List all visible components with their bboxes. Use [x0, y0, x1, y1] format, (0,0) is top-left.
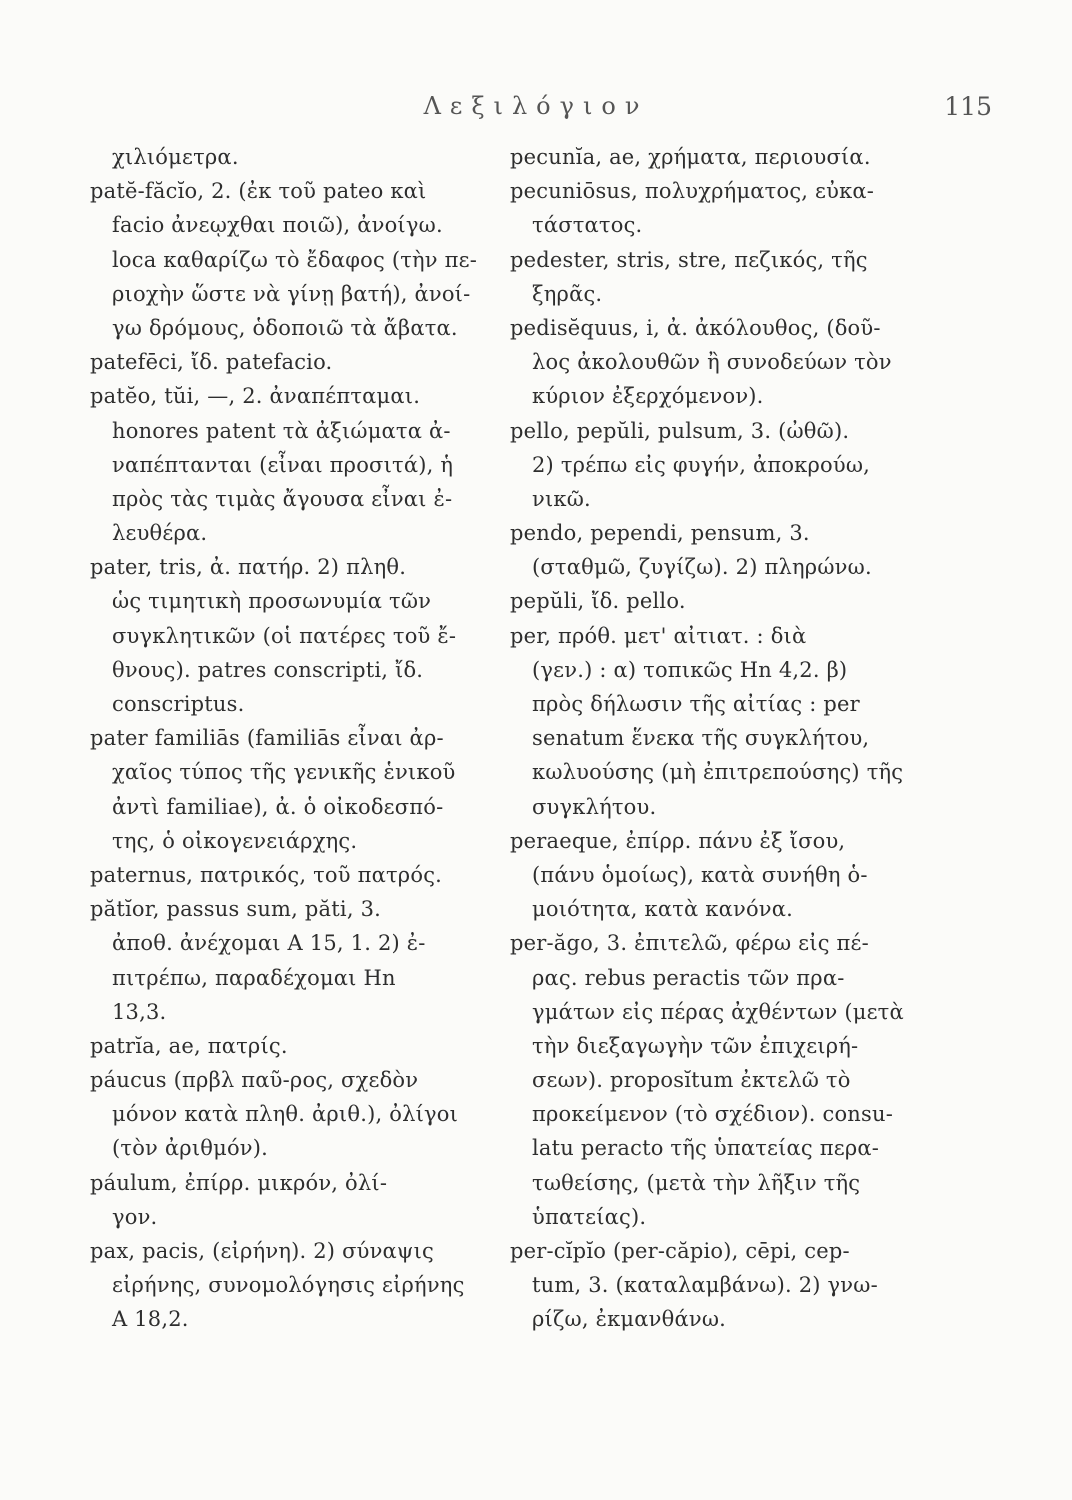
text-line: ἀποθ. ἀνέχομαι Α 15, 1. 2) ἐ-	[112, 931, 426, 956]
text-line: γω δρόμους, ὁδοποιῶ τὰ ἄβατα.	[112, 315, 458, 340]
text-line: Α 18,2.	[112, 1307, 189, 1332]
text-line: νικῶ.	[532, 486, 591, 511]
text-line: pendo, pependi, pensum, 3.	[510, 521, 810, 546]
text-line: λευθέρα.	[112, 521, 208, 546]
text-line: (τὸν ἀριθμόν).	[112, 1136, 269, 1161]
text-line: pecuniōsus, πολυχρήματος, εὐκα-	[510, 179, 875, 204]
text-line: latu peracto τῆς ὑπατείας περα-	[532, 1136, 880, 1161]
text-line: 13,3.	[112, 999, 167, 1024]
text-line: pater familiās (familiās εἶναι ἀρ-	[90, 726, 444, 751]
text-line: (σταθμῶ, ζυγίζω). 2) πληρώνω.	[532, 555, 872, 580]
text-line: προκείμενον (τὸ σχέδιον). consu-	[532, 1102, 894, 1127]
text-line: ξηρᾶς.	[532, 281, 603, 306]
text-line: συγκλητικῶν (οἱ πατέρες τοῦ ἔ-	[112, 623, 457, 648]
text-line: pătĭor, passus sum, păti, 3.	[90, 897, 382, 922]
text-line: senatum ἕνεκα τῆς συγκλήτου,	[532, 726, 870, 751]
text-line: ρίζω, ἐκμανθάνω.	[532, 1307, 727, 1332]
text-line: σεων). proposĭtum ἐκτελῶ τὸ	[532, 1068, 851, 1093]
text-line: πιτρέπω, παραδέχομαι Hn	[112, 965, 396, 990]
text-line: honores patent τὰ ἀξιώματα ἀ-	[112, 418, 451, 443]
text-line: τάστατος.	[532, 213, 643, 238]
text-line: κωλυούσης (μὴ ἐπιτρεπούσης) τῆς	[532, 760, 904, 785]
text-line: pater, tris, ἀ. πατήρ. 2) πληθ.	[90, 555, 407, 580]
running-head	[0, 92, 1072, 132]
text-line: per-ăgo, 3. ἐπιτελῶ, φέρω εἰς πέ-	[510, 931, 869, 956]
text-line: per, πρόθ. μετ' αἰτιατ. : διὰ	[510, 623, 807, 648]
text-line: patĕo, tŭi, —, 2. ἀναπέπταμαι.	[90, 384, 421, 409]
text-line: páulum, ἐπίρρ. μικρόν, ὀλί-	[90, 1170, 388, 1195]
text-line: κύριον ἐξερχόμενον).	[532, 384, 764, 409]
text-line: paternus, πατρικός, τοῦ πατρός.	[90, 862, 443, 887]
text-line: 2) τρέπω εἰς φυγήν, ἀποκρούω,	[532, 452, 871, 477]
text-line: ὡς τιμητικὴ προσωνυμία τῶν	[112, 589, 432, 614]
text-line: conscriptus.	[112, 692, 245, 716]
text-line: ριοχὴν ὥστε νὰ γίνῃ βατή), ἀνοί-	[112, 281, 471, 306]
running-title: Λεξιλόγιον	[423, 92, 649, 120]
text-line: ὑπατείας).	[532, 1204, 647, 1229]
text-line: γμάτων εἰς πέρας ἀχθέντων (μετὰ	[532, 999, 904, 1024]
text-line: pello, pepŭli, pulsum, 3. (ὠθῶ).	[510, 418, 850, 443]
text-line: ναπέπτανται (εἶναι προσιτά), ἡ	[112, 452, 454, 477]
text-line: pecunĭa, ae, χρήματα, περιουσία.	[510, 145, 871, 169]
text-line: páucus (πρβλ παῦ-ρος, σχεδὸν	[90, 1068, 419, 1093]
text-line: ρας. rebus peractis τῶν πρα-	[532, 965, 845, 990]
text-line: εἰρήνης, συνομολόγησις εἰρήνης	[112, 1273, 465, 1298]
text-line: λος ἀκολουθῶν ἢ συνοδεύων τὸν	[532, 350, 892, 375]
text-line: patĕ-făcĭo, 2. (ἐκ τοῦ pateo καὶ	[90, 179, 427, 204]
text-line: γον.	[112, 1204, 158, 1229]
text-line: τὴν διεξαγωγὴν τῶν ἐπιχειρή-	[532, 1033, 859, 1058]
text-line: (γεν.) : α) τοπικῶς Hn 4,2. β)	[532, 657, 848, 682]
text-line: (πάνυ ὁμοίως), κατὰ συνήθη ὁ-	[532, 862, 868, 887]
text-line: pedisĕquus, i, ἀ. ἀκόλουθος, (δοῦ-	[510, 315, 881, 340]
text-line: per-cĭpĭo (per-căpio), cēpi, cep-	[510, 1239, 850, 1263]
text-line: τωθείσης, (μετὰ τὴν λῆξιν τῆς	[532, 1170, 861, 1195]
text-line: tum, 3. (καταλαμβάνω). 2) γνω-	[532, 1273, 878, 1298]
text-line: pedester, stris, stre, πεζικός, τῆς	[510, 247, 868, 272]
text-line: facio ἀνεῳχθαι ποιῶ), ἀνοίγω.	[112, 213, 443, 238]
page-number: 115	[944, 92, 992, 121]
left-column	[90, 140, 490, 1337]
text-line: πρὸς τὰς τιμὰς ἄγουσα εἶναι ἐ-	[112, 486, 453, 511]
text-line: θνους). patres conscripti, ἴδ.	[112, 657, 424, 682]
text-line: χαῖος τύπος τῆς γενικῆς ἑνικοῦ	[112, 760, 456, 785]
text-line: peraeque, ἐπίρρ. πάνυ ἐξ ἴσου,	[510, 828, 846, 853]
text-line: patefēci, ἴδ. patefacio.	[90, 350, 333, 375]
text-line: pepŭli, ἴδ. pello.	[510, 589, 686, 614]
text-line: μοιότητα, κατὰ κανόνα.	[532, 897, 794, 922]
text-line: πρὸς δήλωσιν τῆς αἰτίας : per	[532, 692, 860, 716]
text-line: ἀντὶ familiae), ἀ. ὁ οἰκοδεσπό-	[112, 794, 444, 819]
text-line: loca καθαρίζω τὸ ἔδαφος (τὴν πε-	[112, 247, 478, 272]
text-line: pax, pacis, (εἰρήνη). 2) σύναψις	[90, 1239, 434, 1263]
text-line: συγκλήτου.	[532, 794, 657, 819]
text-line: patrĭa, ae, πατρίς.	[90, 1033, 288, 1058]
right-column	[510, 140, 920, 1337]
text-line: μόνον κατὰ πληθ. ἀριθ.), ὀλίγοι	[112, 1102, 459, 1127]
text-line: χιλιόμετρα.	[112, 145, 239, 169]
text-line: της, ὁ οἰκογενειάρχης.	[112, 828, 358, 853]
